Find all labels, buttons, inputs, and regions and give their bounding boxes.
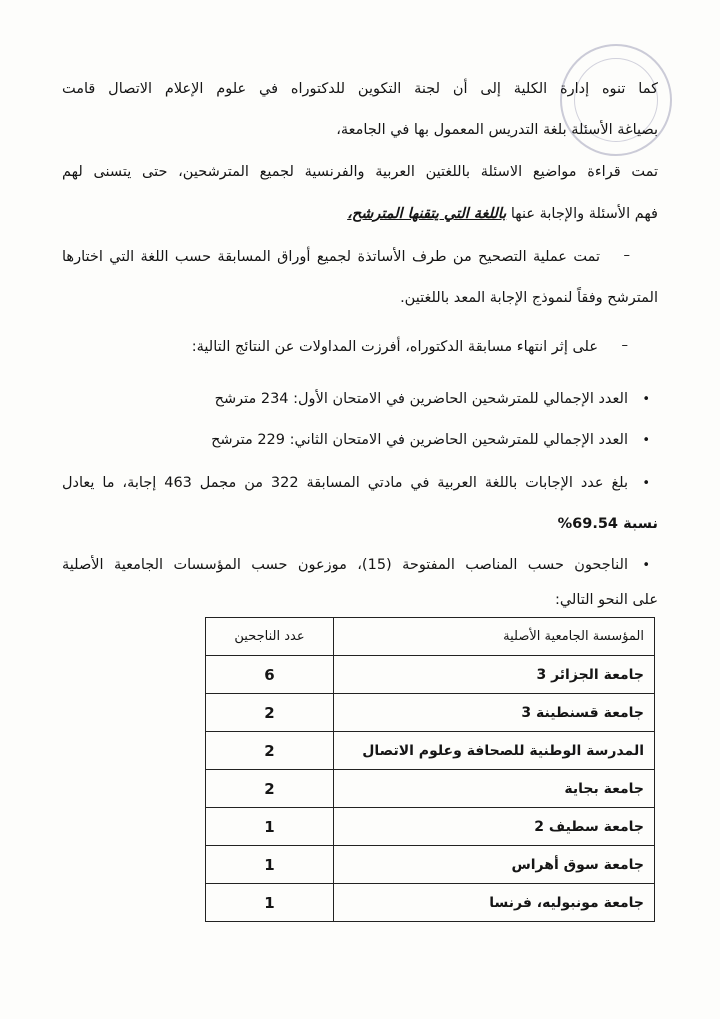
bullet-marker-1: • xyxy=(642,392,650,407)
institution-cell: جامعة قسنطينة 3 xyxy=(334,694,655,732)
header-count: عدد الناجحين xyxy=(206,618,334,656)
count-cell: 1 xyxy=(206,846,334,884)
institution-cell: جامعة مونبوليه، فرنسا xyxy=(334,884,655,922)
table-row xyxy=(206,770,655,808)
paragraph-2-emphasis: باللغة التي يتقنها المترشح، xyxy=(347,206,507,222)
dash-marker-3: – xyxy=(623,248,630,263)
paragraph-1-line-1: كما تنوه إدارة الكلية إلى أن لجنة التكوين للدكتوراه في علوم الإعلام الاتصال قامت xyxy=(62,81,658,97)
paragraph-3-line-1: تمت عملية التصحيح من طرف الأساتذة لجميع أوراق المسابقة حسب اللغة التي اختارها xyxy=(62,249,600,265)
paragraph-3-line-2: المترشح وفقاً لنموذج الإجابة المعد باللغتين. xyxy=(400,290,658,306)
bullet-marker-4: • xyxy=(642,558,650,573)
table-row xyxy=(206,694,655,732)
count-cell: 1 xyxy=(206,884,334,922)
institution-cell: المدرسة الوطنية للصحافة وعلوم الاتصال xyxy=(334,732,655,770)
bullet-marker-2: • xyxy=(642,433,650,448)
count-cell: 2 xyxy=(206,732,334,770)
institution-cell: جامعة الجزائر 3 xyxy=(334,656,655,694)
bullet-2-text: العدد الإجمالي للمترشحين الحاضرين في الامتحان الثاني: 229 مترشح xyxy=(211,432,628,448)
paragraph-1-line-2: بصياغة الأسئلة بلغة التدريس المعمول بها في الجامعة، xyxy=(336,122,658,138)
bullet-4-line-1: الناجحون حسب المناصب المفتوحة (15)، موزعون حسب المؤسسات الجامعية الأصلية xyxy=(62,557,628,573)
paragraph-2-line-1: تمت قراءة مواضيع الاسئلة باللغتين العربية والفرنسية لجميع المترشحين، حتى يتسنى لهم xyxy=(62,164,658,180)
institution-cell: جامعة بجاية xyxy=(334,770,655,808)
paragraph-2-line-2 xyxy=(62,203,658,225)
count-cell: 2 xyxy=(206,770,334,808)
count-cell: 6 xyxy=(206,656,334,694)
table-row xyxy=(206,732,655,770)
header-institution: المؤسسة الجامعية الأصلية xyxy=(334,618,655,656)
count-cell: 2 xyxy=(206,694,334,732)
table-row xyxy=(206,846,655,884)
table-row xyxy=(206,808,655,846)
institution-cell: جامعة سطيف 2 xyxy=(334,808,655,846)
institution-cell: جامعة سوق أهراس xyxy=(334,846,655,884)
results-table xyxy=(205,617,655,922)
bullet-4-line-2: على النحو التالي: xyxy=(554,592,658,608)
count-cell: 1 xyxy=(206,808,334,846)
bullet-1-text: العدد الإجمالي للمترشحين الحاضرين في الامتحان الأول: 234 مترشح xyxy=(214,391,628,407)
dash-marker-4: – xyxy=(621,338,628,353)
bullet-marker-3: • xyxy=(642,476,650,491)
table-row xyxy=(206,656,655,694)
paragraph-4-line-1: على إثر انتهاء مسابقة الدكتوراه، أفرزت المداولات عن النتائج التالية: xyxy=(191,339,598,355)
paragraph-2-text: فهم الأسئلة والإجابة عنها xyxy=(506,206,658,222)
bullet-3-line-2: نسبة 69.54% xyxy=(557,516,658,532)
table-header-row xyxy=(206,618,655,656)
table-row xyxy=(206,884,655,922)
bullet-3-line-1: بلغ عدد الإجابات باللغة العربية في مادتي المسابقة 322 من مجمل 463 إجابة، ما يعادل xyxy=(62,475,628,491)
